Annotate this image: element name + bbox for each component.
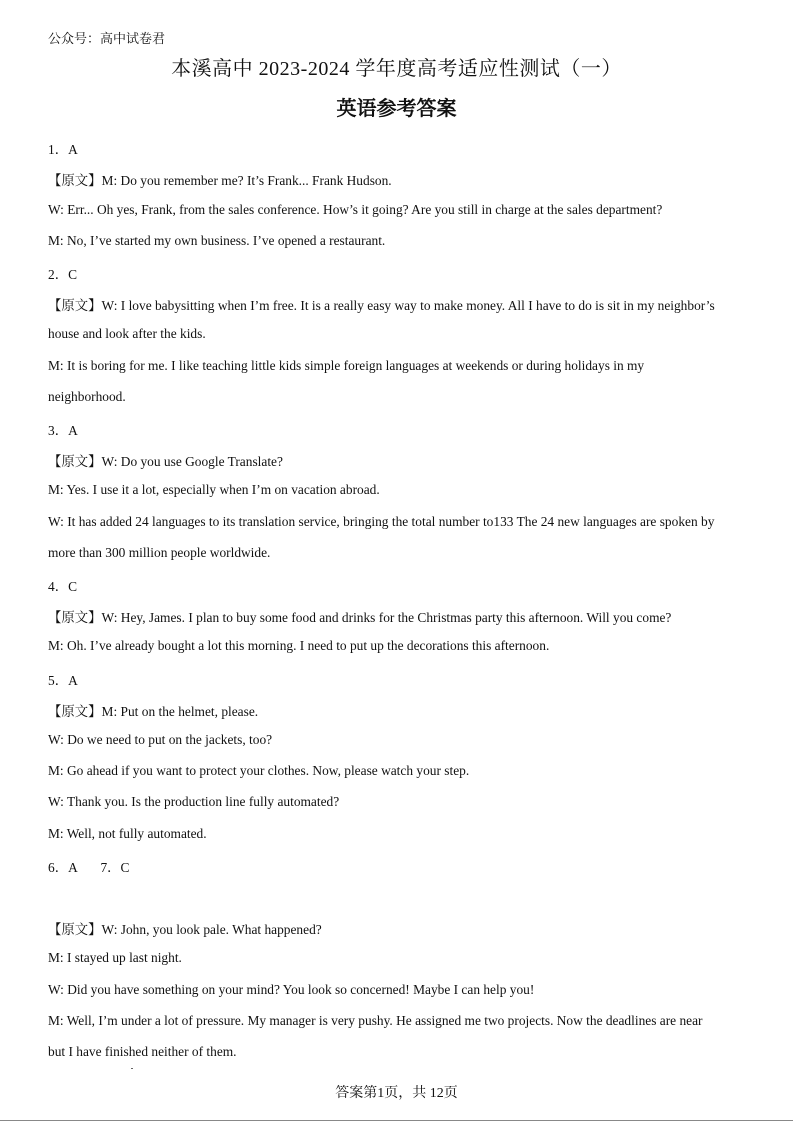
answer-line: 1．A	[48, 142, 78, 157]
answer-line: 3．A	[48, 423, 78, 438]
page-subtitle: 英语参考答案	[336, 98, 457, 120]
answer-line: 5．A	[48, 673, 78, 688]
answer-line: 6．A 7．C	[48, 860, 130, 875]
answer-line: M: Yes. I use it a lot, especially when I’m on vacation abroad.	[48, 482, 380, 497]
answer-line: 【原文】W: Do you use Google Translate?	[48, 454, 283, 469]
answer-line: M: It is boring for me. I like teaching little kids simple foreign languages at weekends or during holidays in my	[48, 358, 645, 373]
bottom-rule	[0, 1120, 793, 1121]
answer-line: M: No, I’ve started my own business. I’ve opened a restaurant.	[48, 233, 386, 248]
answer-line: M: Well, I’m under a lot of pressure. My manager is very pushy. He assigned me two projects. Now the deadlines are near	[48, 1013, 703, 1028]
answer-line: but I have finished neither of them.	[48, 1044, 237, 1059]
page-footer: 答案第1页，共 12页	[335, 1086, 458, 1101]
answer-line: W: Do we need to put on the jackets, too?	[48, 732, 273, 747]
answer-line: 【原文】W: Hey, James. I plan to buy some food and drinks for the Christmas party this afternoon. Will you come?	[48, 610, 672, 625]
answer-line: 【原文】W: John, you look pale. What happened?	[48, 922, 322, 937]
page-title: 本溪高中 2023-2024 学年度高考适应性测试（一）	[171, 58, 622, 80]
stray-mark	[131, 1068, 133, 1069]
answer-line: M: I stayed up last night.	[48, 950, 182, 965]
answer-line: M: Go ahead if you want to protect your clothes. Now, please watch your step.	[48, 763, 470, 778]
answer-line: M: Oh. I’ve already bought a lot this morning. I need to put up the decorations this afternoon.	[48, 638, 550, 653]
answer-line: more than 300 million people worldwide.	[48, 545, 271, 560]
answer-line: W: Err... Oh yes, Frank, from the sales conference. How’s it going? Are you still in charge at the sales department?	[48, 202, 663, 217]
answer-line: W: Did you have something on your mind? You look so concerned! Maybe I can help you!	[48, 982, 535, 997]
answer-line: house and look after the kids.	[48, 326, 206, 341]
answer-line: 【原文】W: I love babysitting when I’m free. It is a really easy way to make money. All I have to do is sit in my neighbor’s	[48, 298, 715, 313]
answer-line: 2．C	[48, 267, 78, 282]
answer-line: 4．C	[48, 579, 78, 594]
answer-line: M: Well, not fully automated.	[48, 826, 207, 841]
answer-line: neighborhood.	[48, 389, 126, 404]
answer-line: 【原文】M: Put on the helmet, please.	[48, 704, 259, 719]
answer-line: 【原文】M: Do you remember me? It’s Frank... Frank Hudson.	[48, 173, 392, 188]
answer-line: W: Thank you. Is the production line fully automated?	[48, 794, 340, 809]
page-header-account: 公众号：高中试卷君	[48, 31, 166, 46]
answer-line: W: It has added 24 languages to its translation service, bringing the total number to133 The 24 new languages are spoken by	[48, 514, 715, 529]
